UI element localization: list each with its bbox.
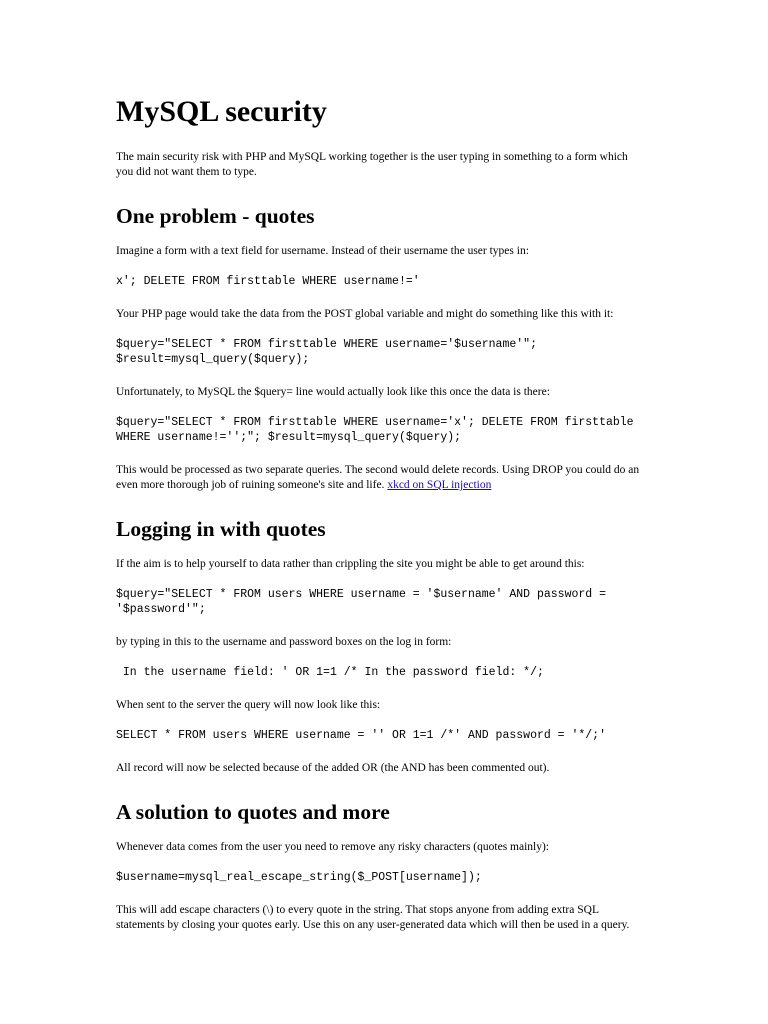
paragraph: Whenever data comes from the user you need to remove any risky characters (quotes mainly):: [116, 841, 550, 853]
section-heading-solution: A solution to quotes and more: [116, 800, 390, 824]
paragraph-text: This would be processed as two separate queries. The second would delete records. Using DROP you could do an even more thorough job of ruining someone's site and life.: [116, 464, 640, 491]
paragraph: If the aim is to help yourself to data rather than crippling the site you might be able to get around this:: [116, 558, 585, 570]
paragraph: [116, 463, 646, 493]
code-block: $query="SELECT * FROM users WHERE username = '$username' AND password = '$password'";: [116, 588, 613, 616]
paragraph: Unfortunately, to MySQL the $query= line would actually look like this once the data is there:: [116, 386, 550, 398]
code-block: $username=mysql_real_escape_string($_POST[username]);: [116, 871, 482, 884]
xkcd-link[interactable]: xkcd on SQL injection: [387, 479, 492, 491]
paragraph: Imagine a form with a text field for username. Instead of their username the user types in:: [116, 245, 529, 257]
code-block: $query="SELECT * FROM firsttable WHERE username='$username'"; $result=mysql_query($query);: [116, 338, 537, 366]
code-block: SELECT * FROM users WHERE username = '' OR 1=1 /*' AND password = '*/;': [116, 729, 606, 742]
paragraph: by typing in this to the username and password boxes on the log in form:: [116, 636, 452, 648]
paragraph: Your PHP page would take the data from the POST global variable and might do something like this with it:: [116, 308, 614, 320]
paragraph: This will add escape characters (\) to every quote in the string. That stops anyone from adding extra SQL statements by closing your quotes early. Use this on any user-generated data which will then be used in a query.: [116, 904, 630, 931]
paragraph: When sent to the server the query will now look like this:: [116, 699, 381, 711]
code-block: In the username field: ' OR 1=1 /* In the password field: */;: [116, 666, 544, 679]
section-heading-quotes: One problem - quotes: [116, 204, 315, 228]
intro-paragraph: The main security risk with PHP and MySQL working together is the user typing in something to a form which you did not want them to type.: [116, 151, 628, 178]
paragraph: All record will now be selected because of the added OR (the AND has been commented out).: [116, 762, 550, 774]
code-block: $query="SELECT * FROM firsttable WHERE username='x'; DELETE FROM firsttable WHERE username!='';"; $result=mysql_query($query);: [116, 416, 641, 444]
section-heading-logging-in: Logging in with quotes: [116, 517, 326, 541]
document-page: [116, 92, 646, 948]
page-title: MySQL security: [116, 95, 327, 128]
code-block: x'; DELETE FROM firsttable WHERE username!=': [116, 275, 420, 288]
